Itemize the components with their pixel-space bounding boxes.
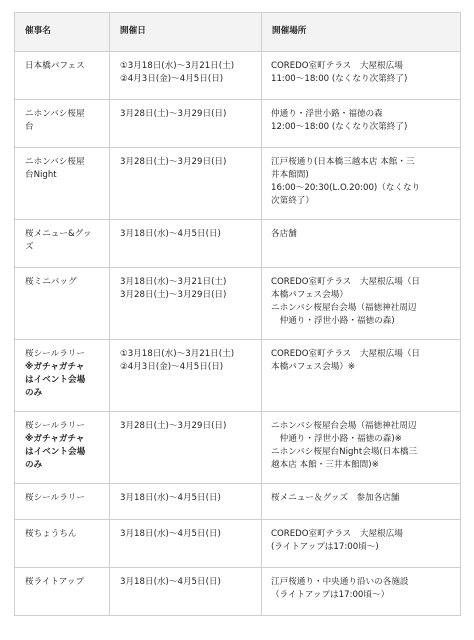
- event-name-line: 日本橋パフェス: [25, 61, 85, 71]
- event-name-note-line: はイベント会場: [25, 375, 86, 385]
- event-name-cell: [15, 268, 110, 340]
- event-date-cell: [110, 568, 262, 616]
- table-body: [15, 52, 461, 616]
- header-date: 開催日: [110, 13, 262, 52]
- event-venue-cell: [262, 340, 461, 412]
- event-date-line: 3月28日(土)〜3月29日(日): [120, 290, 227, 300]
- event-venue-line: 桜メニュー＆グッズ 参加各店舗: [271, 493, 400, 503]
- event-date-line: 3月18日(水)〜3月21日(土): [120, 277, 227, 287]
- event-venue-line: ニホンバシ桜屋台会場（福徳神社周辺: [271, 303, 417, 313]
- table-row: [15, 340, 461, 412]
- event-name-cell: [15, 100, 110, 148]
- event-venue-cell: [262, 148, 461, 220]
- table-row: [15, 220, 461, 268]
- event-name-note-line: のみ: [25, 460, 43, 470]
- table-row: [15, 268, 461, 340]
- event-venue-line: COREDO室町テラス 大屋根広場: [271, 61, 403, 71]
- event-date-cell: [110, 220, 262, 268]
- event-venue-cell: [262, 568, 461, 616]
- event-name-line: 台Night: [25, 170, 57, 180]
- event-venue-line: 11:00〜18:00 (なくなり次第終了): [271, 74, 408, 84]
- event-venue-line: COREDO室町テラス 大屋根広場: [271, 529, 403, 539]
- event-name-note-line: ※ガチャガチャ: [25, 434, 85, 444]
- event-name-cell: [15, 220, 110, 268]
- event-name-cell: [15, 52, 110, 100]
- table-row: [15, 148, 461, 220]
- event-date-cell: [110, 148, 262, 220]
- event-name-line: 桜シールラリー: [25, 421, 85, 431]
- event-date-line: ①3月18日(水)〜3月21日(土): [120, 349, 235, 359]
- event-venue-line: 仲通り・浮世小路・福徳の森: [271, 109, 383, 119]
- event-date-cell: [110, 484, 262, 520]
- event-date-cell: [110, 100, 262, 148]
- event-date-cell: [110, 268, 262, 340]
- header-venue: 開催場所: [262, 13, 461, 52]
- table-row: [15, 52, 461, 100]
- event-venue-cell: [262, 412, 461, 484]
- table-row: [15, 484, 461, 520]
- event-date-line: ②4月3日(金)〜4月5日(日): [120, 74, 224, 84]
- event-date-cell: [110, 340, 262, 412]
- event-venue-cell: [262, 484, 461, 520]
- event-date-line: ①3月18日(水)〜3月21日(土): [120, 61, 235, 71]
- table-row: [15, 520, 461, 568]
- event-name-cell: [15, 520, 110, 568]
- table-row: [15, 100, 461, 148]
- event-date-line: 3月28日(土)〜3月29日(日): [120, 157, 227, 167]
- event-name-line: 桜メニュー&グッ: [25, 229, 92, 239]
- event-venue-line: （ライトアップは17:00頃〜）: [271, 590, 390, 600]
- event-name-line: 桜シールラリー: [25, 493, 85, 503]
- event-venue-line: 12:00〜18:00 (なくなり次第終了): [271, 122, 408, 132]
- event-venue-line: 仲通り・浮世小路・福徳の森): [271, 316, 395, 326]
- event-venue-line: COREDO室町テラス 大屋根広場（日: [271, 277, 421, 287]
- event-venue-line: 井本館間): [271, 170, 309, 180]
- event-venue-line: 次第終了）: [271, 196, 314, 206]
- event-schedule-table: [14, 12, 461, 616]
- event-venue-line: 各店舗: [271, 229, 297, 239]
- event-name-note-line: のみ: [25, 388, 43, 398]
- event-name-cell: [15, 568, 110, 616]
- event-name-line: ズ: [25, 242, 34, 252]
- event-venue-cell: [262, 520, 461, 568]
- event-name-line: 桜ちょうちん: [25, 529, 77, 539]
- event-name-cell: [15, 412, 110, 484]
- table-row: [15, 568, 461, 616]
- event-date-line: 3月18日(水)〜4月5日(日): [120, 577, 221, 587]
- event-venue-line: 江戸桜通り・中央通り沿いの各施設: [271, 577, 409, 587]
- event-name-cell: [15, 484, 110, 520]
- event-name-line: 台: [25, 122, 34, 132]
- event-date-line: ②4月3日(金)〜4月5日(日): [120, 362, 224, 372]
- event-venue-line: COREDO室町テラス 大屋根広場（日: [271, 349, 421, 359]
- event-date-line: 3月28日(土)〜3月29日(日): [120, 109, 227, 119]
- event-schedule-table-container: [14, 12, 460, 616]
- event-name-cell: [15, 148, 110, 220]
- event-name-line: 桜シールラリー: [25, 349, 85, 359]
- event-venue-line: ニホンバシ桜屋台Night会場(日本橋三: [271, 447, 418, 457]
- table-header-row: [15, 13, 461, 52]
- event-name-line: ニホンバシ桜屋: [25, 109, 85, 119]
- event-name-line: 桜ミニバッグ: [25, 277, 77, 287]
- event-venue-line: (ライトアップは17:00頃〜): [271, 542, 379, 552]
- event-venue-line: 江戸桜通り(日本橋三越本店 本館・三: [271, 157, 415, 167]
- event-date-line: 3月18日(水)〜4月5日(日): [120, 229, 221, 239]
- event-name-note-line: ※ガチャガチャ: [25, 362, 85, 372]
- event-date-line: 3月18日(水)〜4月5日(日): [120, 529, 221, 539]
- table-row: [15, 412, 461, 484]
- event-venue-line: 本橋パフェス会場）: [271, 290, 348, 300]
- event-name-line: 桜ライトアップ: [25, 577, 85, 587]
- event-venue-cell: [262, 100, 461, 148]
- event-date-line: 3月28日(土)〜3月29日(日): [120, 421, 227, 431]
- event-venue-cell: [262, 52, 461, 100]
- event-name-line: ニホンバシ桜屋: [25, 157, 85, 167]
- event-venue-cell: [262, 268, 461, 340]
- event-name-note-line: はイベント会場: [25, 447, 86, 457]
- event-venue-cell: [262, 220, 461, 268]
- event-venue-line: ニホンバシ桜屋台会場（福徳神社周辺: [271, 421, 417, 431]
- event-date-cell: [110, 520, 262, 568]
- event-venue-line: 越本店 本館・三井本館間)※: [271, 460, 379, 470]
- event-date-line: 3月18日(水)〜4月5日(日): [120, 493, 221, 503]
- event-venue-line: 16:00〜20:30(L.O.20:00)（なくなり: [271, 183, 421, 193]
- event-name-cell: [15, 340, 110, 412]
- event-date-cell: [110, 412, 262, 484]
- header-event-name: 催事名: [15, 13, 110, 52]
- event-venue-line: 本橋パフェス会場）※: [271, 362, 356, 372]
- event-date-cell: [110, 52, 262, 100]
- event-venue-line: 仲通り・浮世小路・福徳の森)※: [271, 434, 402, 444]
